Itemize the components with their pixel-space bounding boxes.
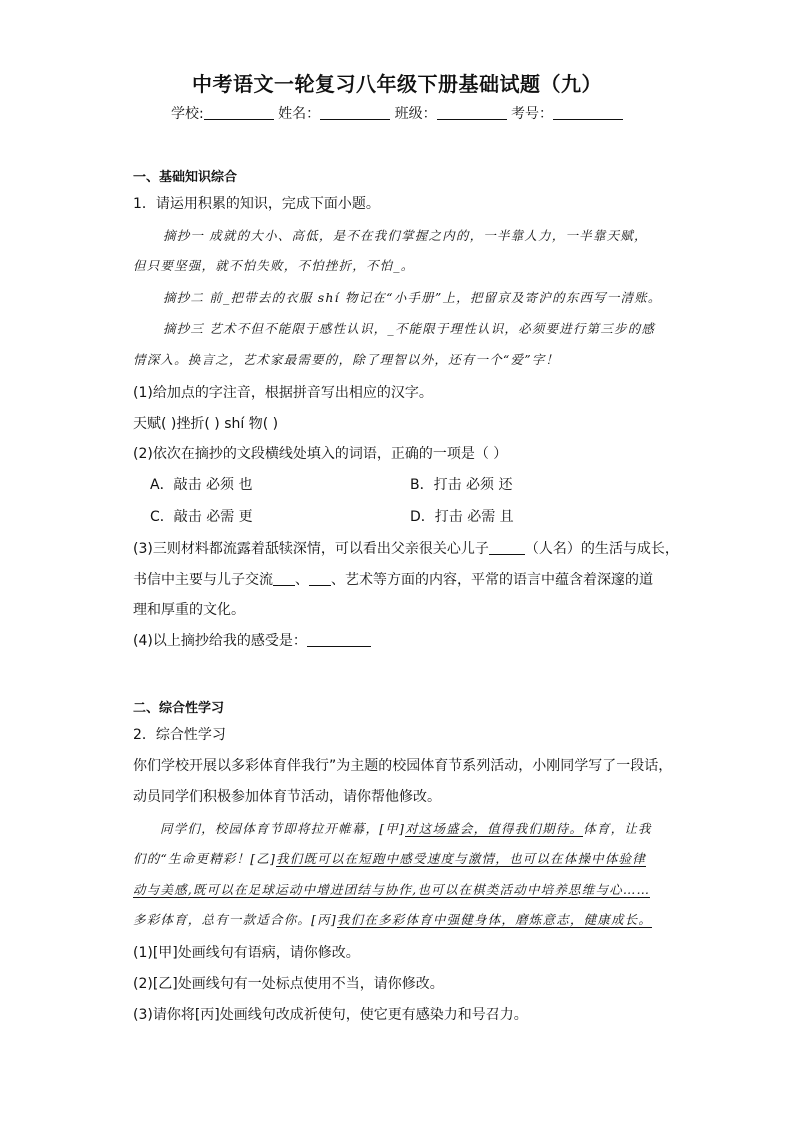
underlined-sentence-yi-1: 我们既可以在短跑中感受速度与激情，也可以在体操中体验律	[276, 851, 646, 866]
excerpt-3-line-1: 摘抄三 艺术不但不能限于感性认识，_不能限于理性认识，必须要进行第三步的感	[163, 321, 656, 336]
option-b[interactable]: B．打击 必须 还	[410, 477, 513, 493]
exam-no-label: 考号：	[511, 106, 554, 122]
q1-sub4-text: (4)以上摘抄给我的感受是：	[133, 633, 307, 649]
passage-line-2	[133, 849, 646, 867]
q1-sub1-items: 天赋( )挫折( ) shí 物( )	[133, 416, 279, 432]
school-label: 学校:	[170, 106, 204, 122]
school-field[interactable]	[204, 105, 274, 120]
answer-blank[interactable]	[489, 542, 525, 555]
excerpt-3-line-2: 情深入。换言之，艺术家最需要的，除了理智以外，还有一个“爱”字！	[133, 352, 560, 367]
q1-sub3-text-4: 、	[295, 572, 309, 588]
name-label: 姓名：	[278, 106, 321, 122]
excerpt-2: 摘抄二 前_把带去的衣服 shí 物记在“小手册”上，把留京及寄沪的东西写一清账。	[163, 290, 662, 305]
passage-4a: 多彩体育，总有一款适合你。[丙]	[133, 912, 337, 927]
answer-blank[interactable]	[307, 634, 371, 647]
underlined-sentence-jia: 对这场盛会，值得我们期待。	[405, 821, 584, 836]
q1-sub3-text-2: （人名）的生活与成长，	[524, 541, 679, 557]
section-heading-1: 一、基础知识综合	[133, 170, 238, 185]
name-field[interactable]	[320, 105, 390, 120]
page-title: 中考语文一轮复习八年级下册基础试题（九）	[192, 72, 602, 96]
answer-blank[interactable]	[273, 573, 295, 586]
student-info-line	[0, 103, 794, 123]
passage-line-4	[133, 910, 652, 928]
q1-sub3-text-5: 、艺术等方面的内容，平常的语言中蕴含着深邃的道	[331, 572, 653, 588]
class-field[interactable]	[437, 105, 507, 120]
q1-sub3-line-3: 理和厚重的文化。	[133, 602, 245, 618]
option-c[interactable]: C．敲击 必需 更	[150, 509, 253, 525]
q2-intro-line-1: 你们学校开展以多彩体育伴我行”为主题的校园体育节系列活动，小刚同学写了一段话，	[133, 758, 673, 774]
passage-1a: 同学们，校园体育节即将拉开帷幕，[甲]	[160, 821, 406, 836]
q1-sub3-line-1	[133, 538, 679, 558]
underlined-sentence-yi-2: 动与美感,既可以在足球运动中增进团结与协作,也可以在棋类活动中培养思维与心……	[133, 882, 651, 897]
question-1-stem: 1．请运用积累的知识，完成下面小题。	[133, 196, 380, 212]
passage-line-3	[133, 880, 650, 898]
q1-sub3-line-2	[133, 569, 653, 589]
passage-1c: 体育，让我	[583, 821, 652, 836]
option-a[interactable]: A．敲击 必须 也	[150, 477, 253, 493]
q2-sub2: (2)[乙]处画线句有一处标点使用不当，请你修改。	[133, 976, 444, 992]
q1-sub4	[133, 630, 371, 650]
class-label: 班级：	[394, 106, 437, 122]
question-2-stem: 2．综合性学习	[133, 727, 226, 743]
excerpt-1-line-1: 摘抄一 成就的大小、高低，是不在我们掌握之内的，一半靠人力，一半靠天赋，	[163, 228, 648, 243]
q2-intro-line-2: 动员同学们积极参加体育节活动，请你帮他修改。	[133, 789, 441, 805]
excerpt-1-line-2: 但只要坚强，就不怕失败，不怕挫折，不怕_。	[133, 258, 415, 273]
q1-sub2: (2)依次在摘抄的文段横线处填入的词语，正确的一项是（ ）	[133, 446, 508, 462]
underlined-sentence-bing: 我们在多彩体育中强健身体，磨炼意志，健康成长。	[336, 912, 653, 927]
passage-2a: 们的“生命更精彩！[乙]	[133, 851, 277, 866]
q1-sub3-text-1: (3)三则材料都流露着舐犊深情，可以看出父亲很关心儿子	[133, 541, 489, 557]
section-heading-2: 二、综合性学习	[133, 701, 225, 716]
q2-sub1: (1)[甲]处画线句有语病，请你修改。	[133, 945, 360, 961]
exam-no-field[interactable]	[553, 105, 623, 120]
q2-sub3: (3)请你将[丙]处画线句改成祈使句，使它更有感染力和号召力。	[133, 1007, 528, 1023]
q1-sub3-text-3: 书信中主要与儿子交流	[133, 572, 273, 588]
passage-line-1	[160, 819, 652, 837]
q1-sub1: (1)给加点的字注音，根据拼音写出相应的汉字。	[133, 385, 433, 401]
option-d[interactable]: D．打击 必需 且	[410, 509, 514, 525]
answer-blank[interactable]	[309, 573, 331, 586]
